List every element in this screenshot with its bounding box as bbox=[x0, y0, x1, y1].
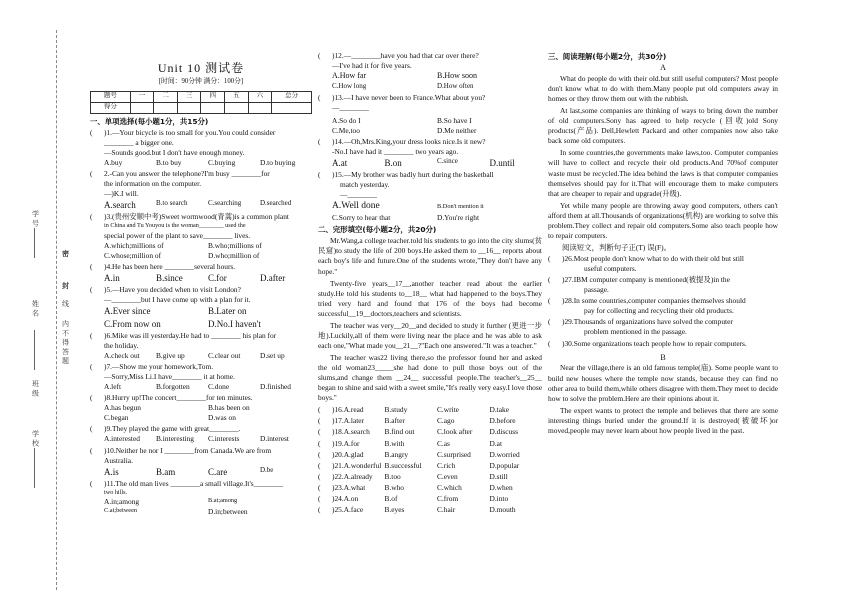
cloze-option[interactable]: )22.A.already bbox=[332, 471, 373, 481]
margin-label-name: 姓 名 bbox=[31, 300, 40, 317]
question-15: ( )15.—My brother was badly hurt during the basketball bbox=[318, 170, 494, 180]
reading-paragraph: In some countries,the governments make laws,too. Computer companies will have to collect and recycle their old products.And 70%of computer waste must be recycled.The idea behind the laws is that computer companies themselves should pay for it.That will encourage them to make computers that are cheaper to repair and upgrade(升级). bbox=[548, 148, 778, 198]
question-12: ( )12.—________have you had that car over there? bbox=[318, 51, 479, 60]
cloze-option[interactable]: D.worried bbox=[489, 449, 520, 459]
seal-line bbox=[56, 30, 57, 590]
answer-paren[interactable]: ( bbox=[318, 471, 321, 481]
answer-paren[interactable]: ( bbox=[318, 482, 321, 492]
cloze-option[interactable]: B.find out bbox=[384, 427, 415, 437]
cloze-option[interactable]: C.from bbox=[437, 493, 459, 503]
cloze-option[interactable]: B.successful bbox=[384, 460, 422, 470]
cloze-option[interactable]: C.ago bbox=[437, 416, 455, 426]
cloze-option[interactable]: C.as bbox=[437, 438, 450, 448]
cloze-option[interactable]: B.angry bbox=[384, 449, 409, 459]
reading-paragraph: Yet while many people are throwing away good computers, others can't afford them at all.Thousands of organizations(机构) are working to solve this problem.They collect and repair old computers.Some also teach people how to repair computers. bbox=[548, 200, 778, 240]
cloze-option[interactable]: C.rich bbox=[437, 460, 456, 470]
cloze-option[interactable]: C.hair bbox=[437, 504, 456, 514]
question-13: ( )13.—I have never been to France.What about you? bbox=[318, 92, 486, 102]
cloze-option[interactable]: C.which bbox=[437, 482, 462, 492]
question-30: ( )30.Some organizations teach people how to repair computers. bbox=[548, 338, 747, 348]
cloze-option[interactable]: C.surprised bbox=[437, 449, 471, 459]
question-29: ( )29.Thousands of organizations have solved the computer bbox=[548, 317, 733, 327]
cloze-options bbox=[318, 405, 542, 515]
passage-letter-a: A bbox=[660, 63, 666, 73]
question-8: ( )8.Hurry up!The concert________for ten minutes. bbox=[90, 393, 253, 403]
cloze-option[interactable]: D.before bbox=[489, 416, 516, 426]
question-text: passage. bbox=[584, 285, 609, 295]
question-text: ________ a bigger one. bbox=[104, 137, 174, 147]
options: A.check out B.give up C.clear out D.set up bbox=[104, 350, 285, 360]
options: A.in;among B.at;among C.at;between D.in;between bbox=[104, 497, 248, 517]
answer-paren[interactable]: ( bbox=[318, 405, 321, 415]
section-heading: 一、单项选择(每小题1分，共15分) bbox=[90, 116, 209, 126]
score-header-cell: 题号 bbox=[91, 91, 131, 102]
cloze-option[interactable]: D.popular bbox=[489, 460, 520, 470]
answer-paren[interactable]: ( bbox=[318, 416, 321, 426]
margin-label-class: 班 级 bbox=[31, 380, 40, 397]
cloze-item bbox=[318, 405, 542, 415]
options: A.search B.to search C.searching D.searched bbox=[104, 199, 292, 211]
cloze-option[interactable]: D.take bbox=[489, 405, 509, 415]
margin-label-student-id: 学 号 bbox=[31, 210, 40, 227]
score-table bbox=[90, 91, 312, 114]
answer-paren[interactable]: ( bbox=[318, 427, 321, 437]
reading-paragraph: The expert wants to protect the temple and believes that there are some interesting things buried under the ground.If it is destroyed(被破坏)or moved,people may never learn about how people lived in the past. bbox=[548, 405, 778, 435]
options: A.interested B.interesting C.interests D.interest bbox=[104, 434, 289, 444]
cloze-item bbox=[318, 461, 542, 471]
cloze-option[interactable]: D.discuss bbox=[489, 427, 519, 437]
reading-paragraph: At last,some companies are thinking of ways to bring down the number of old computers.Sony has agreed to help recycle (回收)old Sony products(产品). Dell,Hewlett Packard and other companies now also take back some old computers. bbox=[548, 106, 778, 146]
question-text: match yesterday. bbox=[340, 180, 390, 190]
question-text: Australia. bbox=[104, 455, 133, 465]
question-text: useful computers. bbox=[584, 264, 637, 274]
question-11: ( )11.The old man lives ________a small village.It's________ bbox=[90, 478, 284, 488]
options: A.which;millions of B.who;millions of C.whose;million of D.who;million of bbox=[104, 240, 262, 260]
reading-paragraph: Near the village,there is an old famous temple(庙). Some people want to build new houses where the temple now stands, because they can find no other area to build them,while others disagree with them.They meet to decide how to solve the problem.Here are their opinions about it. bbox=[548, 363, 778, 403]
question-text: —)K.I will. bbox=[104, 188, 139, 198]
score-label-cell: 得分 bbox=[91, 102, 131, 113]
question-text: special power of the plant to save________ lives. bbox=[104, 230, 251, 240]
margin-seal-xian: 线 bbox=[61, 300, 70, 307]
cloze-item bbox=[318, 505, 542, 515]
answer-paren[interactable]: ( bbox=[318, 460, 321, 470]
cloze-option[interactable]: B.too bbox=[384, 471, 401, 481]
question-text: —________but I have come up with a plan for it. bbox=[104, 295, 251, 305]
cloze-option[interactable]: B.after bbox=[384, 416, 405, 426]
question-7: ( )7.—Show me your homework,Tom. bbox=[90, 362, 214, 372]
score-header-cell: 六 bbox=[248, 91, 272, 102]
score-header-cell: 五 bbox=[225, 91, 249, 102]
options: A.has begun B.has been on C.began D.was on bbox=[104, 403, 250, 423]
question-6: ( )6.Mike was ill yesterday.He had to ________ his plan for bbox=[90, 330, 277, 340]
cloze-item bbox=[318, 439, 542, 449]
question-text: —I've had it for five years. bbox=[332, 61, 412, 71]
question-5: ( )5.—Have you decided when to visit London? bbox=[90, 285, 241, 295]
cloze-option[interactable]: C.look after bbox=[437, 427, 473, 437]
question-text: the holiday. bbox=[104, 340, 139, 350]
cloze-option[interactable]: B.of bbox=[384, 493, 398, 503]
cloze-option[interactable]: )19.A.for bbox=[332, 438, 360, 448]
question-text: two hills. bbox=[104, 488, 128, 496]
margin-label-school: 学 校 bbox=[31, 430, 40, 447]
margin-seal-mi: 密 bbox=[61, 250, 70, 257]
margin-fill-line bbox=[34, 448, 35, 488]
question-text: the information on the computer. bbox=[104, 178, 202, 188]
question-26: ( )26.Most people don't know what to do with their old but still bbox=[548, 254, 744, 263]
score-entry-cell[interactable] bbox=[177, 102, 201, 113]
question-text: problem mentioned in the passage. bbox=[584, 327, 687, 337]
score-entry-cell[interactable] bbox=[154, 102, 178, 113]
score-entry-cell[interactable] bbox=[225, 102, 249, 113]
cloze-option[interactable]: )17.A.later bbox=[332, 416, 365, 426]
cloze-paragraph: Twenty-five years__17__,another teacher read about the earlier study.He told his students to__18__ what had happened to the boys.They tried very hard and found that 176 of the boys had become successful__19__doctors,teachers and scientists. bbox=[318, 278, 542, 318]
options: A.buy B.to buy C.buying D.to buying bbox=[104, 157, 296, 167]
passage-letter-b: B bbox=[660, 352, 666, 362]
margin-no-answer: 内 不 得 答 题 bbox=[61, 320, 70, 364]
cloze-option[interactable]: )21.A.wonderful bbox=[332, 460, 382, 470]
cloze-option[interactable]: C.write bbox=[437, 405, 459, 415]
binding-margin bbox=[0, 0, 78, 608]
score-entry-cell[interactable] bbox=[272, 102, 312, 113]
cloze-option[interactable]: )20.A.glad bbox=[332, 449, 364, 459]
score-entry-cell[interactable] bbox=[130, 102, 154, 113]
reading-paragraph: What do people do with their old.but still useful computers? Most people don't know what to do with them.Many people put old computers away in homes or they throw them out with the rubbish. bbox=[548, 73, 778, 104]
cloze-option[interactable]: B.who bbox=[384, 482, 405, 492]
cloze-option[interactable]: B.eyes bbox=[384, 504, 405, 514]
instruction: 阅读短文，判断句子正(T) 误(F)。 bbox=[562, 242, 672, 252]
section-heading: 二、完形填空(每小题2分，共20分) bbox=[318, 225, 437, 235]
cloze-option[interactable]: )23.A.what bbox=[332, 482, 366, 492]
question-4: ( )4.He has been here ________several hours. bbox=[90, 261, 236, 271]
column-1 bbox=[90, 60, 312, 518]
answer-paren[interactable]: ( bbox=[318, 438, 321, 448]
cloze-option[interactable]: B.study bbox=[384, 405, 408, 415]
score-entry-cell[interactable] bbox=[248, 102, 272, 113]
options: A.left B.forgotten C.done D.finished bbox=[104, 382, 291, 392]
cloze-option[interactable]: D.when bbox=[489, 482, 513, 492]
options: A.Ever since B.Later on C.From now on D.No.I haven't bbox=[104, 306, 261, 329]
question-text: pay for collecting and recycling their old products. bbox=[584, 306, 734, 316]
cloze-option[interactable]: D.into bbox=[489, 493, 509, 503]
cloze-item bbox=[318, 450, 542, 460]
question-text: —Sounds good.but I don't have enough money. bbox=[104, 147, 245, 157]
question-14: ( )14.—Oh,Mrs.King,your dress looks nice.Is it new? bbox=[318, 136, 486, 146]
column-3 bbox=[548, 50, 778, 438]
cloze-option[interactable]: D.mouth bbox=[489, 504, 516, 514]
answer-paren[interactable]: ( bbox=[318, 449, 321, 459]
cloze-option[interactable]: C.even bbox=[437, 471, 458, 481]
question-3: ( )3.(贵州安顺中考)Sweet wormwood(青蒿)is a common plant bbox=[90, 212, 289, 222]
score-header-cell: 二 bbox=[154, 91, 178, 102]
question-text: —________ bbox=[332, 102, 369, 112]
cloze-item bbox=[318, 472, 542, 482]
column-2 bbox=[318, 50, 542, 515]
cloze-paragraph: The teacher was very__20__and decided to study it further (更进一步地).Luckily,all of them were living near the place and he was able to ask each one,"What made you__21__?"Each one answered."It was a teacher." bbox=[318, 320, 542, 350]
cloze-paragraph: Mr.Wang,a college teacher.told his students to go into the city slums(贫民窟)to study the life of 200 boys.He asked them to __16__ reports about each boy's life and future.One of the students wrote,"They don't have any hope." bbox=[318, 236, 542, 276]
score-header-cell: 一 bbox=[130, 91, 154, 102]
page-subtitle: [时间：90分钟 满分：100分] bbox=[158, 78, 244, 86]
page-title: Unit 10 测试卷 bbox=[157, 61, 245, 75]
cloze-option[interactable]: B.with bbox=[384, 438, 405, 448]
cloze-option[interactable]: )25.A.face bbox=[332, 504, 364, 514]
cloze-option[interactable]: )18.A.search bbox=[332, 427, 370, 437]
options: A.is B.am C.are D.be bbox=[104, 465, 274, 477]
cloze-item bbox=[318, 427, 542, 437]
margin-fill-line bbox=[34, 228, 35, 258]
question-1: ( )1.—Your bicycle is too small for you.You could consider bbox=[90, 127, 276, 137]
cloze-item bbox=[318, 483, 542, 493]
question-9: ( )9.They played the game with great________. bbox=[90, 424, 241, 434]
options: A.at B.on C.since D.until bbox=[332, 156, 515, 168]
margin-fill-line bbox=[34, 330, 35, 370]
options: A.in B.since C.for D.after bbox=[104, 273, 286, 284]
question-2: ( 2.-Can you answer the telephone?I'm busy ________for bbox=[90, 168, 270, 178]
score-header-cell: 三 bbox=[177, 91, 201, 102]
margin-seal-feng: 封 bbox=[61, 282, 70, 289]
options: A.How far B.How soon C.How long D.How often bbox=[332, 71, 478, 90]
cloze-item bbox=[318, 494, 542, 504]
cloze-option[interactable]: D.still bbox=[489, 471, 508, 481]
score-header-cell: 四 bbox=[201, 91, 225, 102]
question-10: ( )10.Neither he nor I ________from Canada.We are from bbox=[90, 445, 272, 455]
question-text: —________ bbox=[340, 190, 377, 200]
cloze-option[interactable]: D.at bbox=[489, 438, 503, 448]
answer-paren[interactable]: ( bbox=[318, 493, 321, 503]
question-27: ( )27.IBM computer company is mentioned(被提及)in the bbox=[548, 275, 730, 285]
question-text: in China and Tu Youyou is the woman________ used the bbox=[104, 222, 246, 230]
cloze-item bbox=[318, 416, 542, 426]
question-text: -No.I have had it ________ two years ago. bbox=[332, 146, 459, 156]
question-28: ( )28.In some countries,computer companies themselves should bbox=[548, 296, 746, 306]
cloze-option[interactable]: )16.A.read bbox=[332, 405, 364, 415]
answer-paren[interactable]: ( bbox=[318, 504, 321, 514]
score-header-cell: 总分 bbox=[272, 91, 312, 102]
options: A.So do I B.So have I C.Me,too D.Me neither bbox=[332, 115, 477, 135]
score-entry-cell[interactable] bbox=[201, 102, 225, 113]
question-text: —Sorry,Miss Li.I have________ it at home. bbox=[104, 372, 235, 382]
cloze-option[interactable]: )24.A.on bbox=[332, 493, 359, 503]
cloze-paragraph: The teacher was22 living there,so the professor found her and asked the old woman23_____she had done to pull those boys out of the slums,and change them __24__ successful people.The teacher's__25__ began to shine and said with a sweet smile,"It's really very easy.I love those boys." bbox=[318, 353, 542, 403]
section-heading: 三、阅读理解(每小题2分，共30分) bbox=[548, 52, 667, 61]
options: A.Well done B.Don't mention it C.Sorry to hear that D.You're right bbox=[332, 201, 484, 223]
